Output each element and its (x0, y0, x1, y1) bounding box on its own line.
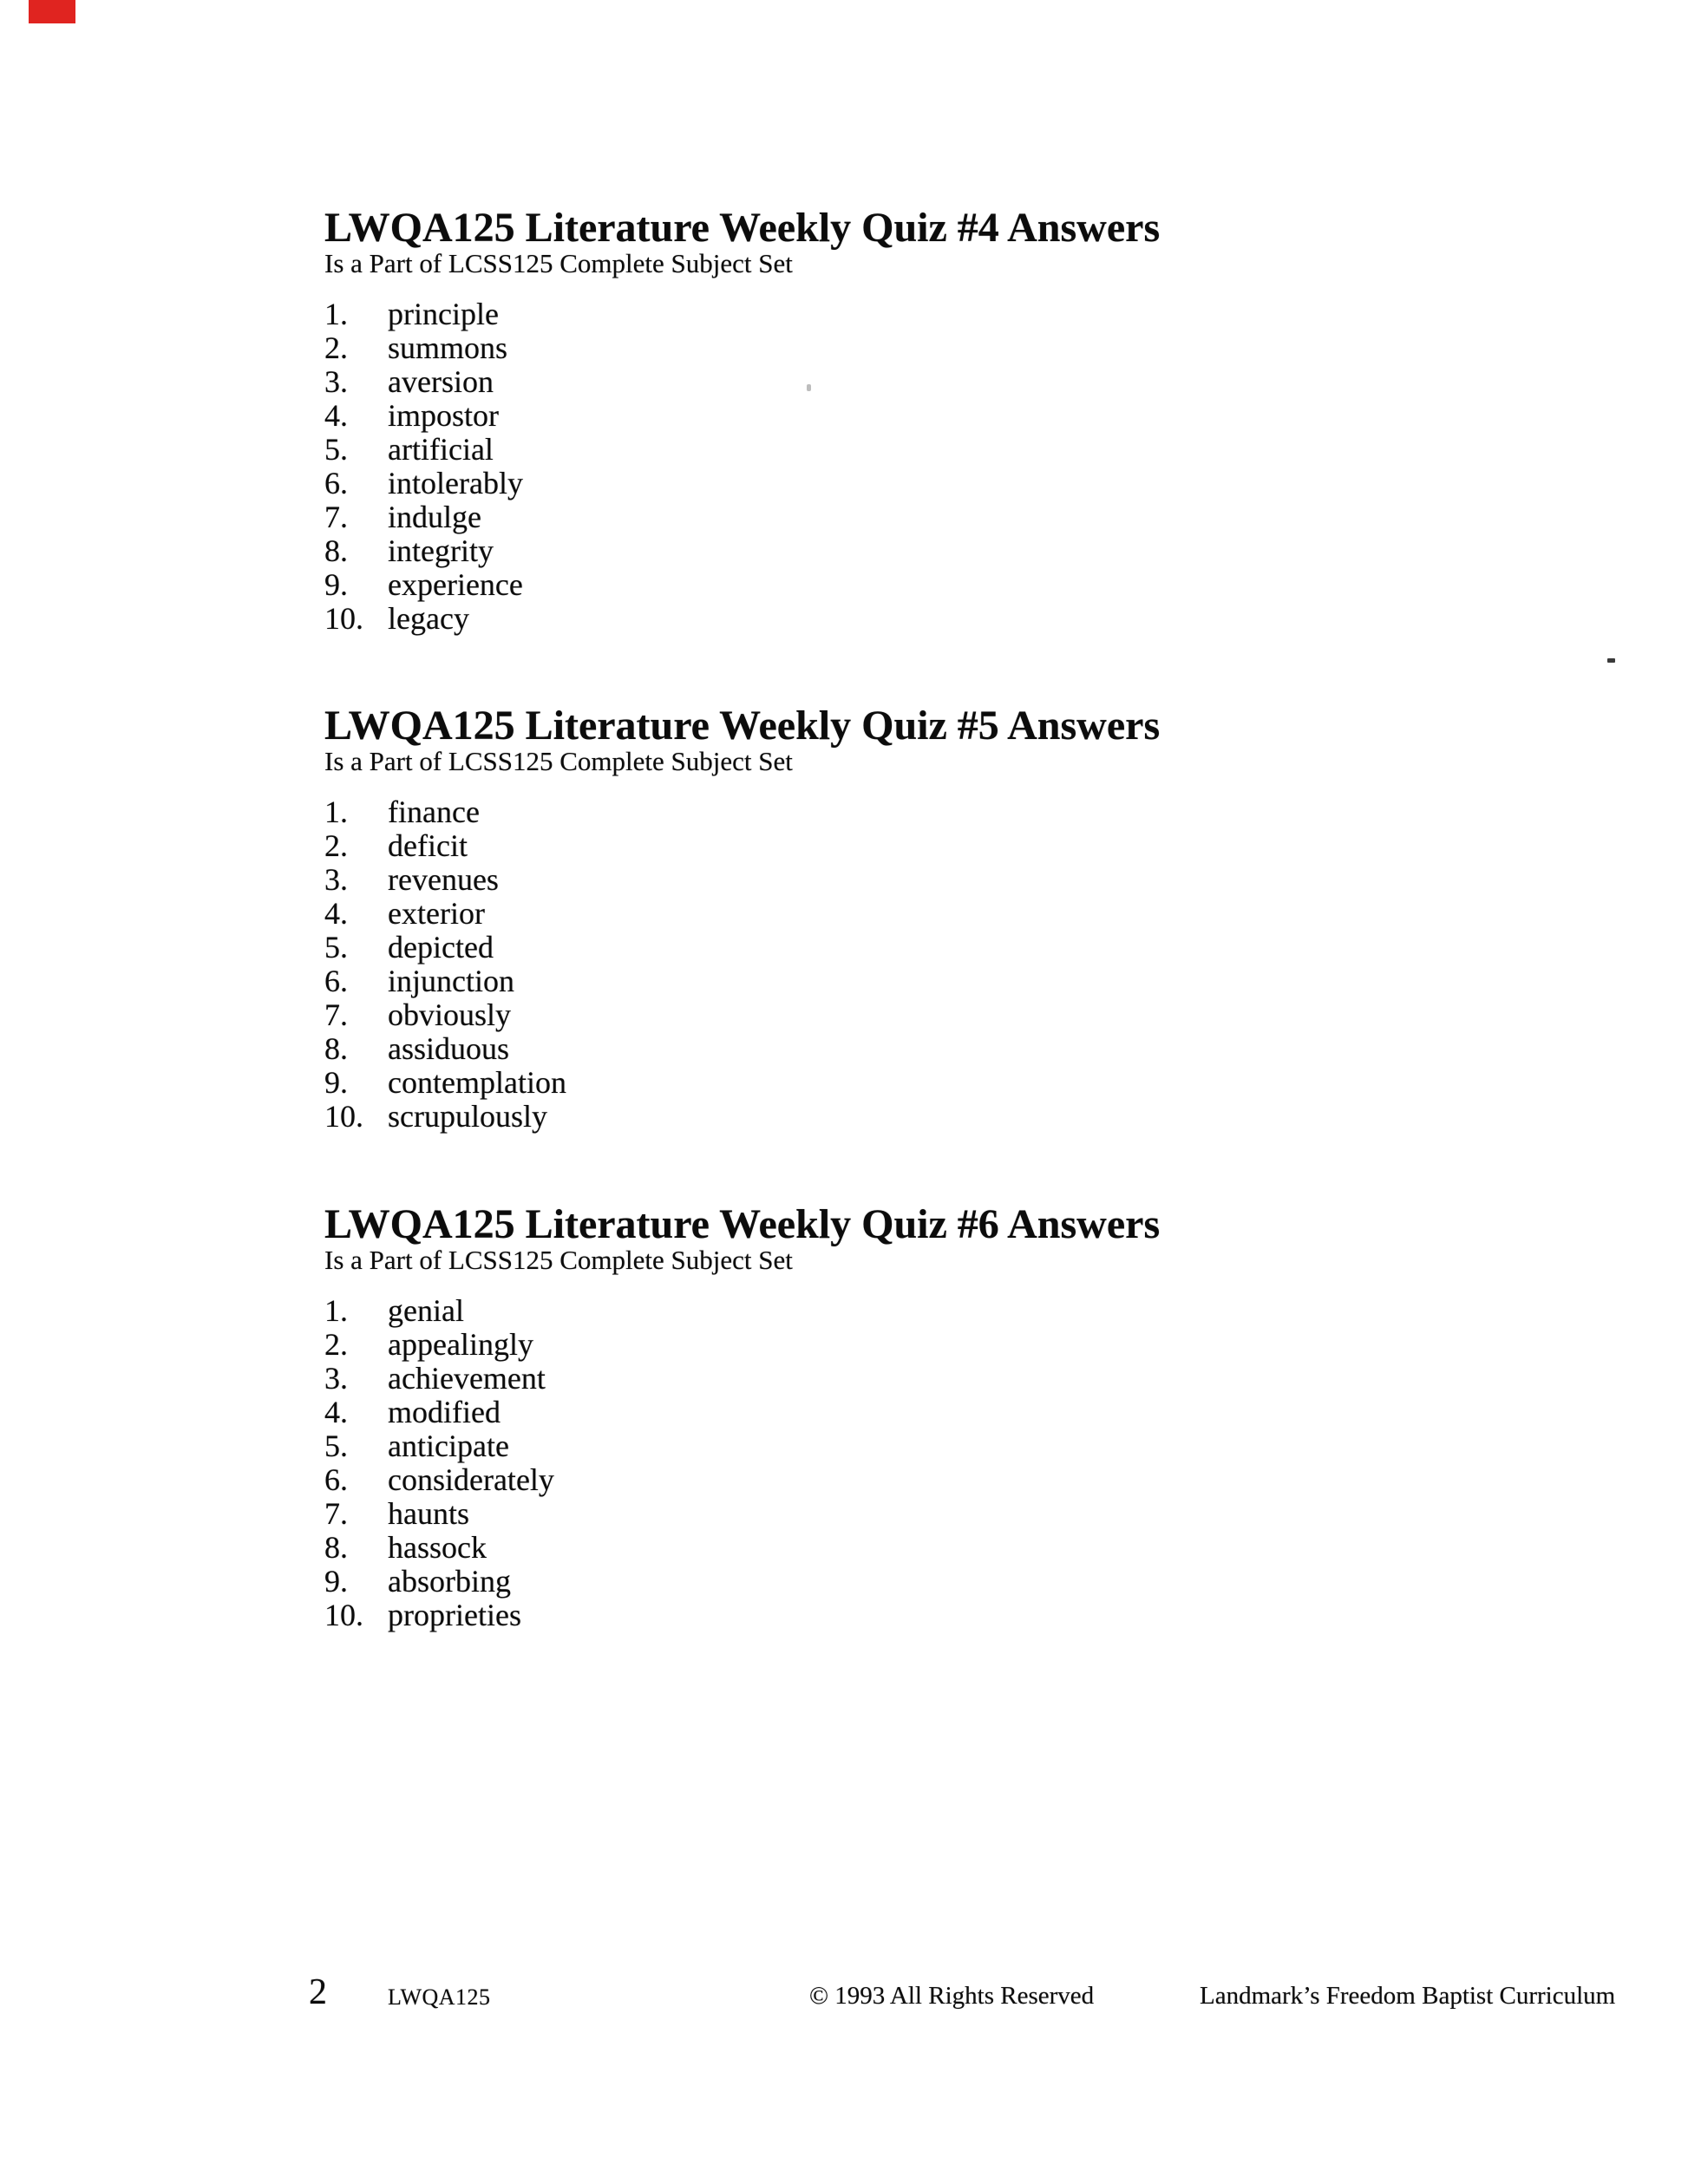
answer-word: deficit (388, 828, 468, 863)
answer-word: aversion (388, 364, 494, 399)
answer-item (324, 534, 1322, 568)
answer-number: 10. (324, 601, 363, 636)
answer-number: 1. (324, 1293, 348, 1328)
answer-number: 6. (324, 1462, 348, 1497)
answer-number: 1. (324, 794, 348, 829)
answer-word: artificial (388, 432, 494, 467)
answer-number: 9. (324, 1564, 348, 1599)
answer-number: 10. (324, 1099, 363, 1134)
answer-item (324, 602, 1322, 636)
answer-word: genial (388, 1293, 464, 1328)
answer-number: 7. (324, 1496, 348, 1531)
answer-word: anticipate (388, 1429, 509, 1463)
answer-item (324, 931, 1322, 964)
answer-list (324, 795, 1322, 1134)
answer-word: scrupulously (388, 1099, 547, 1134)
answer-number: 2. (324, 828, 348, 863)
answer-word: hassock (388, 1530, 487, 1565)
answer-item (324, 964, 1322, 998)
answer-number: 8. (324, 533, 348, 568)
answer-item (324, 998, 1322, 1032)
answer-item (324, 1294, 1322, 1328)
answer-item (324, 1497, 1322, 1531)
answer-list (324, 298, 1322, 636)
answer-word: integrity (388, 533, 494, 568)
answer-item (324, 1362, 1322, 1396)
answer-word: principle (388, 297, 499, 331)
answer-number: 6. (324, 466, 348, 500)
answer-number: 3. (324, 1361, 348, 1396)
answer-word: legacy (388, 601, 469, 636)
answer-word: modified (388, 1395, 501, 1429)
answer-word: indulge (388, 500, 481, 534)
answer-word: achievement (388, 1361, 546, 1396)
answer-number: 5. (324, 432, 348, 467)
quiz-4-answers-section (324, 206, 1322, 636)
answer-word: intolerably (388, 466, 523, 500)
answer-number: 7. (324, 500, 348, 534)
answer-number: 5. (324, 930, 348, 964)
answer-word: revenues (388, 862, 499, 897)
answer-number: 3. (324, 364, 348, 399)
answer-word: exterior (388, 896, 485, 931)
answer-item (324, 1429, 1322, 1463)
answer-word: proprieties (388, 1598, 521, 1632)
answer-item (324, 795, 1322, 829)
answer-item (324, 829, 1322, 863)
answer-item (324, 365, 1322, 399)
answer-item (324, 433, 1322, 467)
answer-item (324, 399, 1322, 433)
answer-item (324, 298, 1322, 331)
answer-number: 7. (324, 997, 348, 1032)
answer-number: 9. (324, 1065, 348, 1100)
answer-word: obviously (388, 997, 512, 1032)
answer-item (324, 1531, 1322, 1565)
answer-number: 4. (324, 896, 348, 931)
document-code: LWQA125 (388, 1985, 491, 2010)
answer-item (324, 568, 1322, 602)
answer-number: 6. (324, 964, 348, 998)
section-title: LWQA125 Literature Weekly Quiz #5 Answers (324, 703, 1161, 749)
answer-word: finance (388, 794, 480, 829)
answer-item (324, 467, 1322, 500)
section-title: LWQA125 Literature Weekly Quiz #4 Answers (324, 205, 1161, 251)
answer-word: summons (388, 330, 508, 365)
answer-word: contemplation (388, 1065, 566, 1100)
answer-number: 9. (324, 567, 348, 602)
answer-number: 1. (324, 297, 348, 331)
quiz-6-answers-section (324, 1203, 1322, 1632)
answer-number: 5. (324, 1429, 348, 1463)
publisher-name: Landmark’s Freedom Baptist Curriculum (1200, 1982, 1616, 2010)
answer-item (324, 500, 1322, 534)
answer-item (324, 863, 1322, 897)
answer-item (324, 1599, 1322, 1632)
answer-item (324, 1100, 1322, 1134)
answer-number: 4. (324, 1395, 348, 1429)
answer-item (324, 1463, 1322, 1497)
answer-word: depicted (388, 930, 494, 964)
section-subtitle: Is a Part of LCSS125 Complete Subject Set (324, 1245, 793, 1275)
answer-word: assiduous (388, 1031, 510, 1066)
section-subtitle: Is a Part of LCSS125 Complete Subject Set (324, 746, 793, 776)
answer-word: impostor (388, 398, 500, 433)
answer-word: injunction (388, 964, 514, 998)
scan-speck (1607, 658, 1615, 663)
answer-word: haunts (388, 1496, 469, 1531)
answer-word: experience (388, 567, 523, 602)
answer-word: absorbing (388, 1564, 511, 1599)
answer-list (324, 1294, 1322, 1632)
answer-number: 2. (324, 1327, 348, 1362)
answer-item (324, 1565, 1322, 1599)
section-subtitle: Is a Part of LCSS125 Complete Subject Set (324, 248, 793, 278)
answer-number: 8. (324, 1031, 348, 1066)
answer-number: 3. (324, 862, 348, 897)
page-number: 2 (309, 1972, 327, 2012)
answer-number: 10. (324, 1598, 363, 1632)
scan-red-mark (29, 0, 75, 23)
answer-item (324, 897, 1322, 931)
section-title: LWQA125 Literature Weekly Quiz #6 Answers (324, 1201, 1161, 1247)
quiz-5-answers-section (324, 704, 1322, 1134)
answer-word: appealingly (388, 1327, 533, 1362)
answer-item (324, 331, 1322, 365)
answer-item (324, 1032, 1322, 1066)
answer-number: 8. (324, 1530, 348, 1565)
answer-word: considerately (388, 1462, 554, 1497)
answer-item (324, 1328, 1322, 1362)
answer-number: 4. (324, 398, 348, 433)
answer-number: 2. (324, 330, 348, 365)
answer-item (324, 1066, 1322, 1100)
answer-item (324, 1396, 1322, 1429)
copyright-notice: © 1993 All Rights Reserved (809, 1982, 1095, 2010)
